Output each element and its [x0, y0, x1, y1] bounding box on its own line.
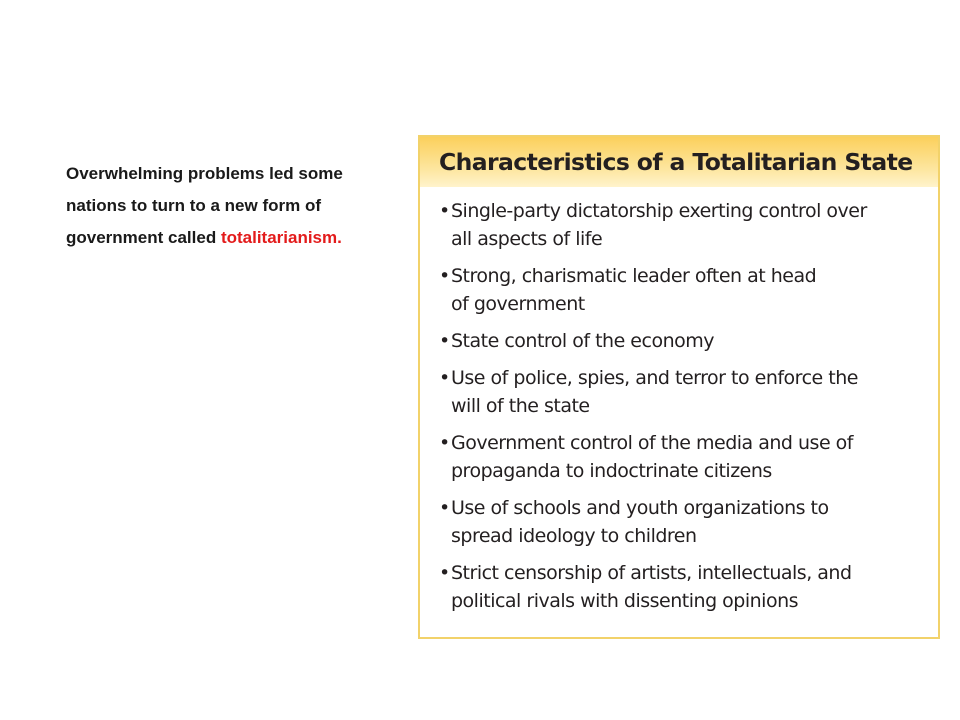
list-item-text — [451, 559, 852, 615]
characteristics-panel — [418, 135, 940, 639]
bullet-icon: • — [439, 200, 451, 222]
list-item — [420, 197, 938, 253]
list-item-line: Government control of the media and use of — [451, 432, 853, 454]
intro-line-3 — [66, 222, 416, 254]
list-item-line: Strong, charismatic leader often at head — [451, 265, 817, 287]
list-item-line: all aspects of life — [451, 228, 603, 250]
list-item-line: Strict censorship of artists, intellectuals, and — [451, 562, 852, 584]
list-item-line: Use of police, spies, and terror to enforce the — [451, 367, 858, 389]
bullet-icon: • — [439, 497, 451, 519]
totalitarianism-term: totalitarianism. — [220, 228, 342, 247]
list-item-text — [451, 364, 858, 420]
list-item — [420, 494, 938, 550]
list-item-text — [451, 327, 714, 355]
list-item — [420, 559, 938, 615]
intro-line-1: Overwhelming problems led some — [66, 164, 343, 183]
list-item-text — [451, 494, 829, 550]
list-item-line: Use of schools and youth organizations to — [451, 497, 829, 519]
bullet-icon: • — [439, 367, 451, 389]
bullet-icon: • — [439, 265, 451, 287]
characteristics-list — [420, 187, 938, 615]
list-item-line: will of the state — [451, 395, 590, 417]
bullet-icon: • — [439, 432, 451, 454]
list-item-line: spread ideology to children — [451, 525, 697, 547]
list-item — [420, 429, 938, 485]
list-item-text — [451, 262, 816, 318]
list-item-line: Single-party dictatorship exerting control over — [451, 200, 867, 222]
list-item — [420, 364, 938, 420]
list-item — [420, 262, 938, 318]
list-item-line: political rivals with dissenting opinions — [451, 590, 799, 612]
list-item-line: of government — [451, 293, 585, 315]
intro-paragraph — [66, 158, 416, 254]
list-item-line: propaganda to indoctrinate citizens — [451, 460, 772, 482]
bullet-icon: • — [439, 562, 451, 584]
panel-title: Characteristics of a Totalitarian State — [439, 148, 913, 176]
panel-header — [420, 137, 938, 187]
list-item — [420, 327, 938, 355]
intro-line-2: nations to turn to a new form of — [66, 196, 321, 215]
bullet-icon: • — [439, 330, 451, 352]
list-item-text — [451, 197, 867, 253]
list-item-line: State control of the economy — [451, 330, 714, 352]
list-item-text — [451, 429, 853, 485]
intro-line-3-prefix: government called — [66, 228, 221, 247]
